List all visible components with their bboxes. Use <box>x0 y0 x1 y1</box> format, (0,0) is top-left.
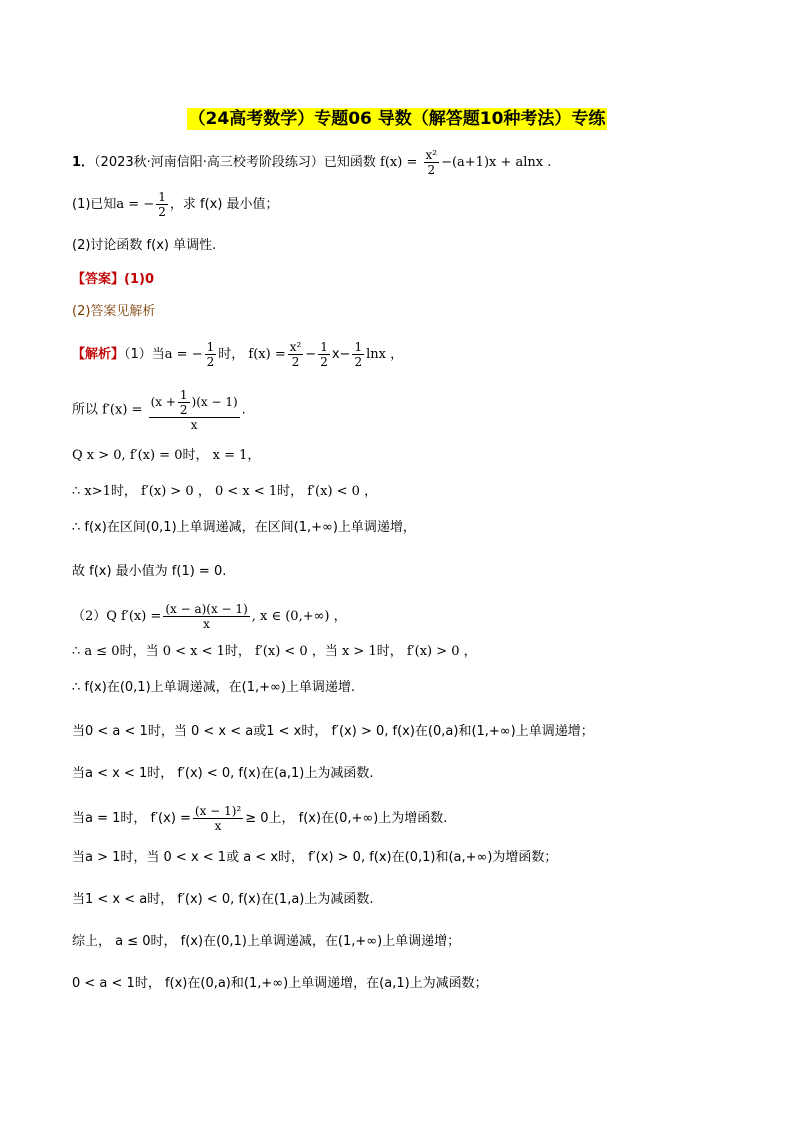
analysis-line-1: 【解析】（1）当a = − $\frac{1}{2}$ 时， f(x) = $\frac{\text{x²}}{2}$ − $\frac{1}{2}$ x− $\frac{1}{2}$ lnx ， <box>72 340 404 369</box>
analysis-line-13: 当a > 1时，当 0 < x < 1或 a < x时， f′(x) > 0, f(x)在(0,1)和(a,+∞)为增函数； <box>72 850 558 865</box>
analysis-line-9: ∴ f(x)在(0,1)上单调递减，在(1,+∞)上单调递增. <box>72 680 356 695</box>
part1-question: (1)已知a = − $\frac{1}{2}$ ，求 f(x) 最小值； <box>72 190 279 219</box>
analysis-line-10: 当0 < a < 1时，当 0 < x < a或1 < x时， f′(x) > 0, f(x)在(0,a)和(1,+∞)上单调递增； <box>72 724 594 739</box>
page-title: （24高考数学）专题06 导数（解答题10种考法）专练 <box>188 109 606 129</box>
analysis-line-16: 0 < a < 1时， f(x)在(0,a)和(1,+∞)上单调递增，在(a,1)上为减函数； <box>72 976 488 991</box>
analysis-line-15: 综上， a ≤ 0时， f(x)在(0,1)上单调递减，在(1,+∞)上单调递增； <box>72 934 461 949</box>
analysis-line-12: 当a = 1时， f′(x) = $\frac{\text{(x − 1)²}}{x}$ ≥ 0上， f(x)在(0,+∞)上为增函数. <box>72 804 448 833</box>
analysis-line-6: 故 f(x) 最小值为 f(1) = 0. <box>72 564 227 579</box>
analysis-line-7: （2）Q f′(x) = $\frac{(x - a)(x - 1)}{x}$ , x ∈ (0,+∞) ， <box>72 602 347 631</box>
analysis-line-3: Q x > 0, f′(x) = 0时， x = 1， <box>72 448 261 463</box>
answer-line: 【答案】(1)0 <box>72 272 154 287</box>
analysis-line-8: ∴ a ≤ 0时，当 0 < x < 1时， f′(x) < 0 ，当 x > 1时， f′(x) > 0 ， <box>72 644 477 659</box>
answer-part2: (2)答案见解析 <box>72 304 156 319</box>
fraction: $\frac{\text{x²}}{2}$ <box>425 148 438 177</box>
question-line: 1．（2023秋·河南信阳·高三校考阶段练习）已知函数 f(x) = $\frac{\text{x²}}{2}$ −(a+1)x + alnx . <box>72 148 552 177</box>
analysis-line-5: ∴ f(x)在区间(0,1)上单调递减，在区间(1,+∞)上单调递增， <box>72 520 416 535</box>
part2-question: (2)讨论函数 f(x) 单调性. <box>72 238 217 253</box>
analysis-line-2: 所以 f′(x) = (x + $\frac{1}{2}$ )(x − 1) x . <box>72 388 246 432</box>
analysis-line-11: 当a < x < 1时， f′(x) < 0, f(x)在(a,1)上为减函数. <box>72 766 374 781</box>
analysis-line-14: 当1 < x < a时， f′(x) < 0, f(x)在(1,a)上为减函数. <box>72 892 374 907</box>
analysis-line-4: ∴ x>1时， f′(x) > 0 ， 0 < x < 1时， f′(x) < 0 ， <box>72 484 378 499</box>
